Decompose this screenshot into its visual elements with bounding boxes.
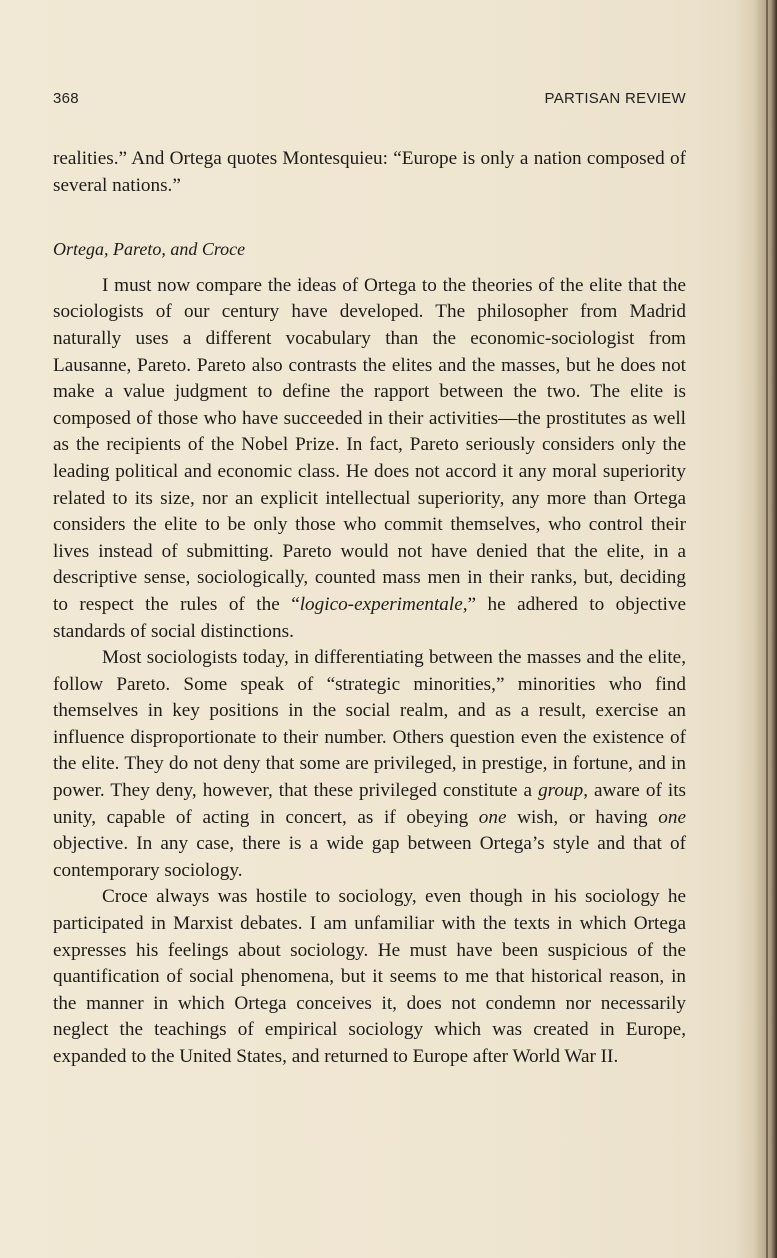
page-binding-shadow: [766, 0, 768, 1258]
paragraph-2-text-d: objective. In any case, there is a wide gap between Ortega’s style and that of contemporary sociology.: [53, 833, 686, 881]
body-text: [53, 146, 686, 1071]
paragraph-1-text: I must now compare the ideas of Ortega to the theories of the elite that the sociologists of our century have developed. The philosopher from Madrid naturally uses a different vocabulary than the economic-sociologist from Lausanne, Pareto. Pareto also contrasts the elites and the masses, but he does not make a value judgment to define the rapport between the two. The elite is composed of those who have succeeded in their activities—the prostitutes as well as the recipients of the Nobel Prize. In fact, Pareto seriously considers only the leading political and economic class. He does not accord it any moral superiority related to its size, nor an explicit intellectual superiority, any more than Ortega considers the elite to be only those who commit themselves, who control their lives instead of submitting. Pareto would not have denied that the elite, in a descriptive sense, sociologically, counted mass men in their ranks, but, deciding to respect the rules of the “: [53, 274, 686, 615]
paragraph-3: Croce always was hostile to sociology, even though in his sociology he participated in Marxist debates. I am unfamiliar with the texts in which Ortega expresses his feelings about sociology. He must have been suspicious of the quantification of social phenomena, but it seems to me that historical reason, in the manner in which Ortega conceives it, does not condemn nor necessarily neglect the teachings of empirical sociology which was created in Europe, expanded to the United States, and returned to Europe after World War II.: [53, 886, 686, 1067]
paragraph-1-italic-term: logico-experimentale,: [299, 593, 468, 615]
paragraph-2-italic-group: group: [538, 780, 584, 802]
paragraph-continued: realities.” And Ortega quotes Montesquieu: “Europe is only a nation composed of several nations.”: [53, 148, 686, 196]
paragraph-2: [53, 645, 686, 884]
paragraph-2-text-b: , aware of its unity, capable of acting in concert, as if obeying: [53, 780, 686, 828]
journal-title: PARTISAN REVIEW: [544, 90, 686, 107]
paragraph-2-italic-one: one: [478, 806, 507, 828]
page-number: 368: [53, 90, 79, 107]
running-head: [53, 90, 686, 110]
paragraph-1: [53, 273, 686, 645]
page-binding-edge: [735, 0, 777, 1258]
paragraph-2-italic-one-second: one: [658, 806, 686, 828]
section-heading: Ortega, Pareto, and Croce: [53, 239, 246, 260]
paragraph-2-text-c: wish, or having: [506, 806, 659, 828]
paragraph-1-text-end: ” he adhered to objective standards of social distinctions.: [53, 593, 686, 642]
paragraph-2-text: Most sociologists today, in differentiating between the masses and the elite, follow Pareto. Some speak of “strategic minorities,” minorities who find themselves in key positions in the social realm, and as a result, exercise an influence disproportionate to their number. Others question even the existence of the elite. They do not deny that some are privileged, in prestige, in fortune, and in power. They deny, however, that these privileged constitute a: [53, 647, 686, 802]
